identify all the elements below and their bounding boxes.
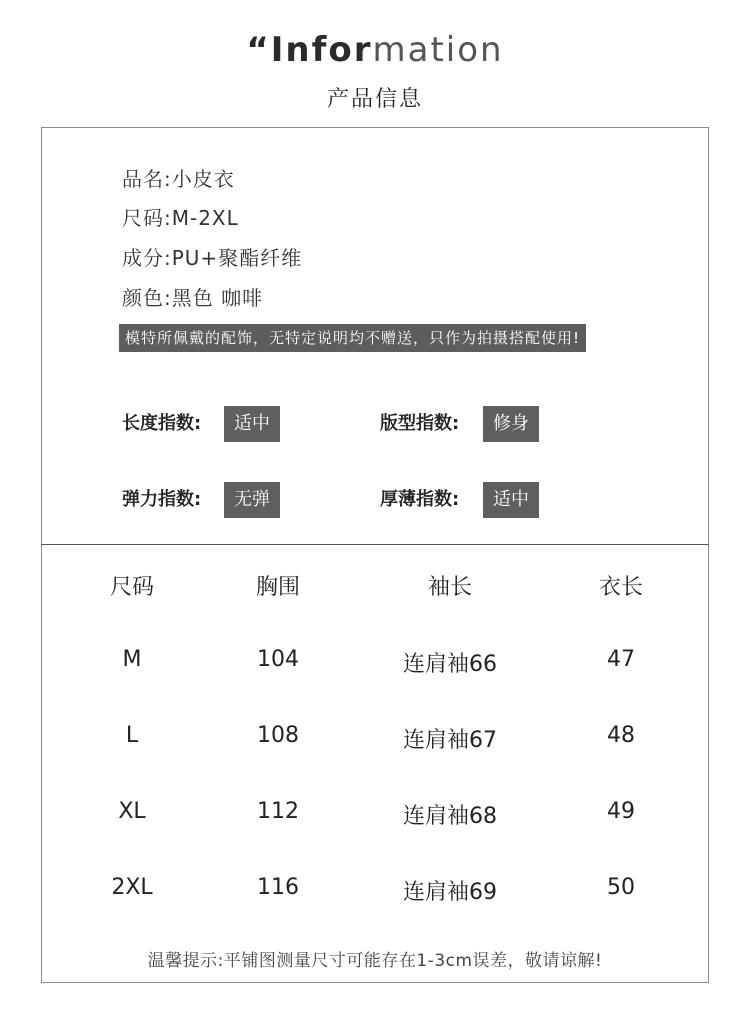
table-cell-sleeve: 连肩袖66 [403, 652, 497, 677]
table-cell-sleeve: 连肩袖67 [403, 728, 497, 753]
fit-index-badge: 修身 [483, 406, 539, 442]
table-cell-length: 50 [607, 875, 635, 900]
spec-color: 颜色:黑色 咖啡 [122, 286, 264, 310]
spec-material: 成分:PU+聚酯纤维 [122, 246, 303, 270]
table-header-size: 尺码 [109, 575, 154, 600]
table-cell-size: M [122, 647, 142, 672]
thickness-index-badge: 适中 [483, 482, 539, 518]
spec-name: 品名:小皮衣 [122, 167, 235, 191]
length-index-badge: 适中 [224, 406, 280, 442]
table-cell-sleeve: 连肩袖68 [403, 804, 497, 829]
table-header-sleeve: 袖长 [427, 575, 472, 600]
table-cell-length: 47 [607, 647, 635, 672]
table-cell-bust: 104 [257, 647, 299, 672]
table-header-bust: 胸围 [255, 575, 300, 600]
title-bold-part: Infor [270, 30, 373, 70]
table-cell-sleeve: 连肩袖69 [403, 880, 497, 905]
table-cell-length: 49 [607, 799, 635, 824]
table-cell-bust: 108 [257, 723, 299, 748]
table-cell-bust: 116 [257, 875, 299, 900]
spec-size: 尺码:M-2XL [122, 206, 239, 230]
fit-index-label: 版型指数: [380, 413, 460, 434]
table-cell-size: L [125, 723, 139, 748]
length-index-label: 长度指数: [122, 413, 202, 434]
table-cell-bust: 112 [257, 799, 299, 824]
table-cell-size: XL [118, 799, 146, 824]
thickness-index-label: 厚薄指数: [380, 489, 460, 510]
info-title [0, 30, 750, 70]
title-light-part: mation [372, 30, 504, 70]
quote-mark: “ [246, 30, 271, 70]
table-cell-size: 2XL [111, 875, 153, 900]
section-divider [41, 544, 709, 545]
accessory-notice: 模特所佩戴的配饰，无特定说明均不赠送，只作为拍摄搭配使用! [119, 324, 586, 352]
table-cell-length: 48 [607, 723, 635, 748]
info-subtitle: 产品信息 [326, 87, 423, 112]
elasticity-index-badge: 无弹 [224, 482, 280, 518]
measurement-tip: 温馨提示:平铺图测量尺寸可能存在1-3cm误差，敬请谅解! [147, 951, 603, 971]
elasticity-index-label: 弹力指数: [122, 489, 202, 510]
table-header-length: 衣长 [598, 575, 643, 600]
